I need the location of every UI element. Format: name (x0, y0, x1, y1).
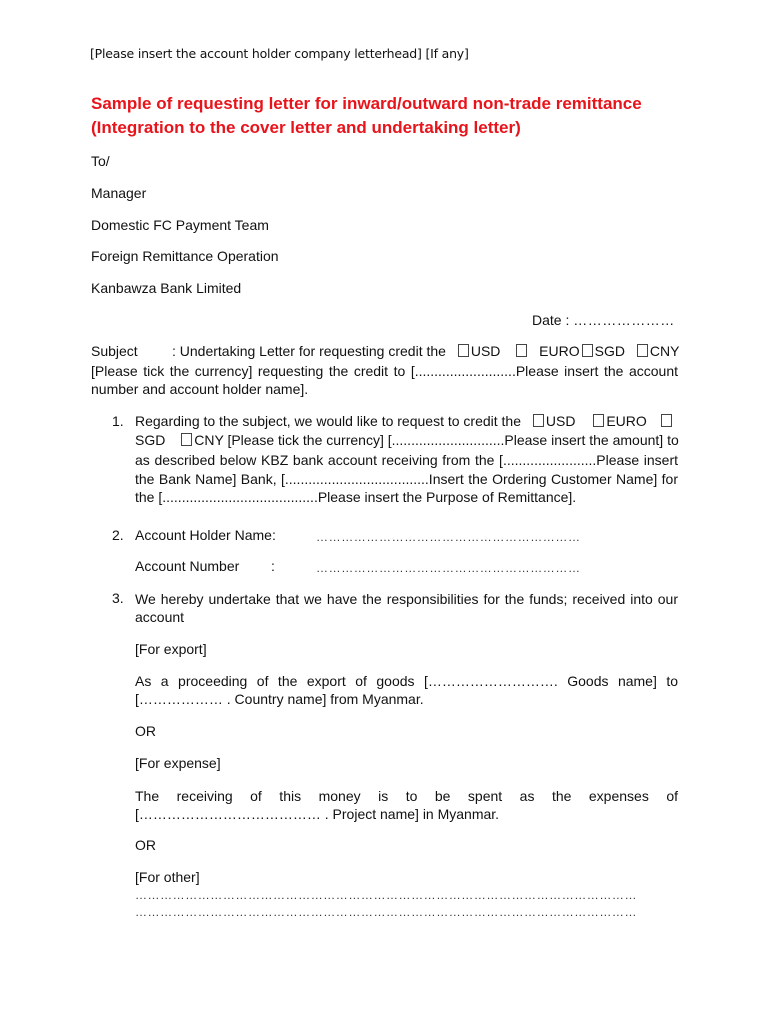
account-holder-label: Account Holder Name: (135, 527, 276, 543)
item-1-usd-label: USD (545, 413, 576, 429)
item-1-sgd-label: SGD (135, 432, 166, 448)
item-1-line-3: as described below KBZ bank account receiving from the [........................Please insert (135, 452, 678, 468)
document-title-line-1: Sample of requesting letter for inward/outward non-trade remittance (91, 94, 642, 113)
subject-label: Subject (91, 343, 138, 359)
other-blank-line-1[interactable]: ………………………………………………………………………………………………………… (135, 888, 637, 902)
item-1-checkbox-cny[interactable] (181, 433, 192, 446)
account-number-colon: : (271, 558, 275, 574)
or-separator-1: OR (135, 723, 156, 739)
expense-line-2: [………………………………… . Project name] in Myanmar. (135, 806, 500, 822)
addressee-operation: Foreign Remittance Operation (91, 248, 279, 264)
for-other-heading: [For other] (135, 869, 200, 885)
item-3-number: 3. (112, 590, 124, 606)
item-1-cny-label: CNY (194, 432, 224, 448)
for-export-heading: [For export] (135, 641, 207, 657)
subject-line-2: [Please tick the currency] requesting the credit to [..........................Please insert the account (91, 363, 678, 379)
item-1-line-2-text: [Please tick the currency] [.............................Please insert the amount] to (227, 432, 679, 448)
item-1-line-2 (135, 432, 679, 448)
option-usd-label: USD (470, 343, 501, 359)
subject-line-1 (172, 343, 679, 359)
item-3-line-2: account (135, 609, 185, 625)
letterhead-placeholder: [Please insert the account holder company letterhead] [If any] (90, 46, 469, 61)
item-1-line-5: the [........................................Please insert the Purpose of Remittance]. (135, 489, 577, 505)
date-field (532, 312, 675, 328)
currency-checkbox-usd[interactable] (458, 344, 469, 357)
currency-checkbox-cny[interactable] (637, 344, 648, 357)
subject-line-3: number and account holder name]. (91, 381, 309, 397)
addressee-bank: Kanbawza Bank Limited (91, 280, 242, 296)
date-label: Date : (532, 312, 570, 328)
addressee-team: Domestic FC Payment Team (91, 217, 269, 233)
item-1-checkbox-sgd[interactable] (661, 414, 672, 427)
item-3-line-1: We hereby undertake that we have the responsibilities for the funds; received into our (135, 591, 678, 607)
other-blank-line-2[interactable]: ………………………………………………………………………………………………………… (135, 905, 637, 919)
currency-checkbox-euro[interactable] (516, 344, 527, 357)
export-line-2: [……………… . Country name] from Myanmar. (135, 691, 424, 707)
or-separator-2: OR (135, 837, 156, 853)
currency-checkbox-sgd[interactable] (582, 344, 593, 357)
account-number-label: Account Number (135, 558, 240, 574)
item-1-text: Regarding to the subject, we would like to request to credit the (135, 413, 521, 429)
item-1-line-1 (135, 413, 674, 429)
date-blank: ………………… (573, 312, 675, 328)
account-holder-blank[interactable]: ……………………………………………………… (316, 530, 581, 544)
subject-text: : Undertaking Letter for requesting credit the (172, 343, 446, 359)
item-2-number: 2. (112, 527, 124, 543)
item-1-checkbox-usd[interactable] (533, 414, 544, 427)
option-euro-label: EURO (539, 343, 580, 359)
addressee-to: To/ (91, 153, 110, 169)
item-1-euro-label: EURO (606, 413, 647, 429)
item-1-checkbox-euro[interactable] (593, 414, 604, 427)
addressee-manager: Manager (91, 185, 147, 201)
for-expense-heading: [For expense] (135, 755, 221, 771)
item-1-line-4: the Bank Name] Bank, [.....................................Insert the Ordering Customer Name] for (135, 471, 678, 487)
expense-line-1: The receiving of this money is to be spent as the expenses of (135, 788, 678, 804)
account-number-blank[interactable]: ……………………………………………………… (316, 561, 581, 575)
option-cny-label: CNY (649, 343, 680, 359)
item-1-number: 1. (112, 413, 124, 429)
option-sgd-label: SGD (594, 343, 625, 359)
document-title-line-2: (Integration to the cover letter and undertaking letter) (91, 118, 521, 137)
export-line-1: As a proceeding of the export of goods [………………………. Goods name] to (135, 673, 678, 689)
